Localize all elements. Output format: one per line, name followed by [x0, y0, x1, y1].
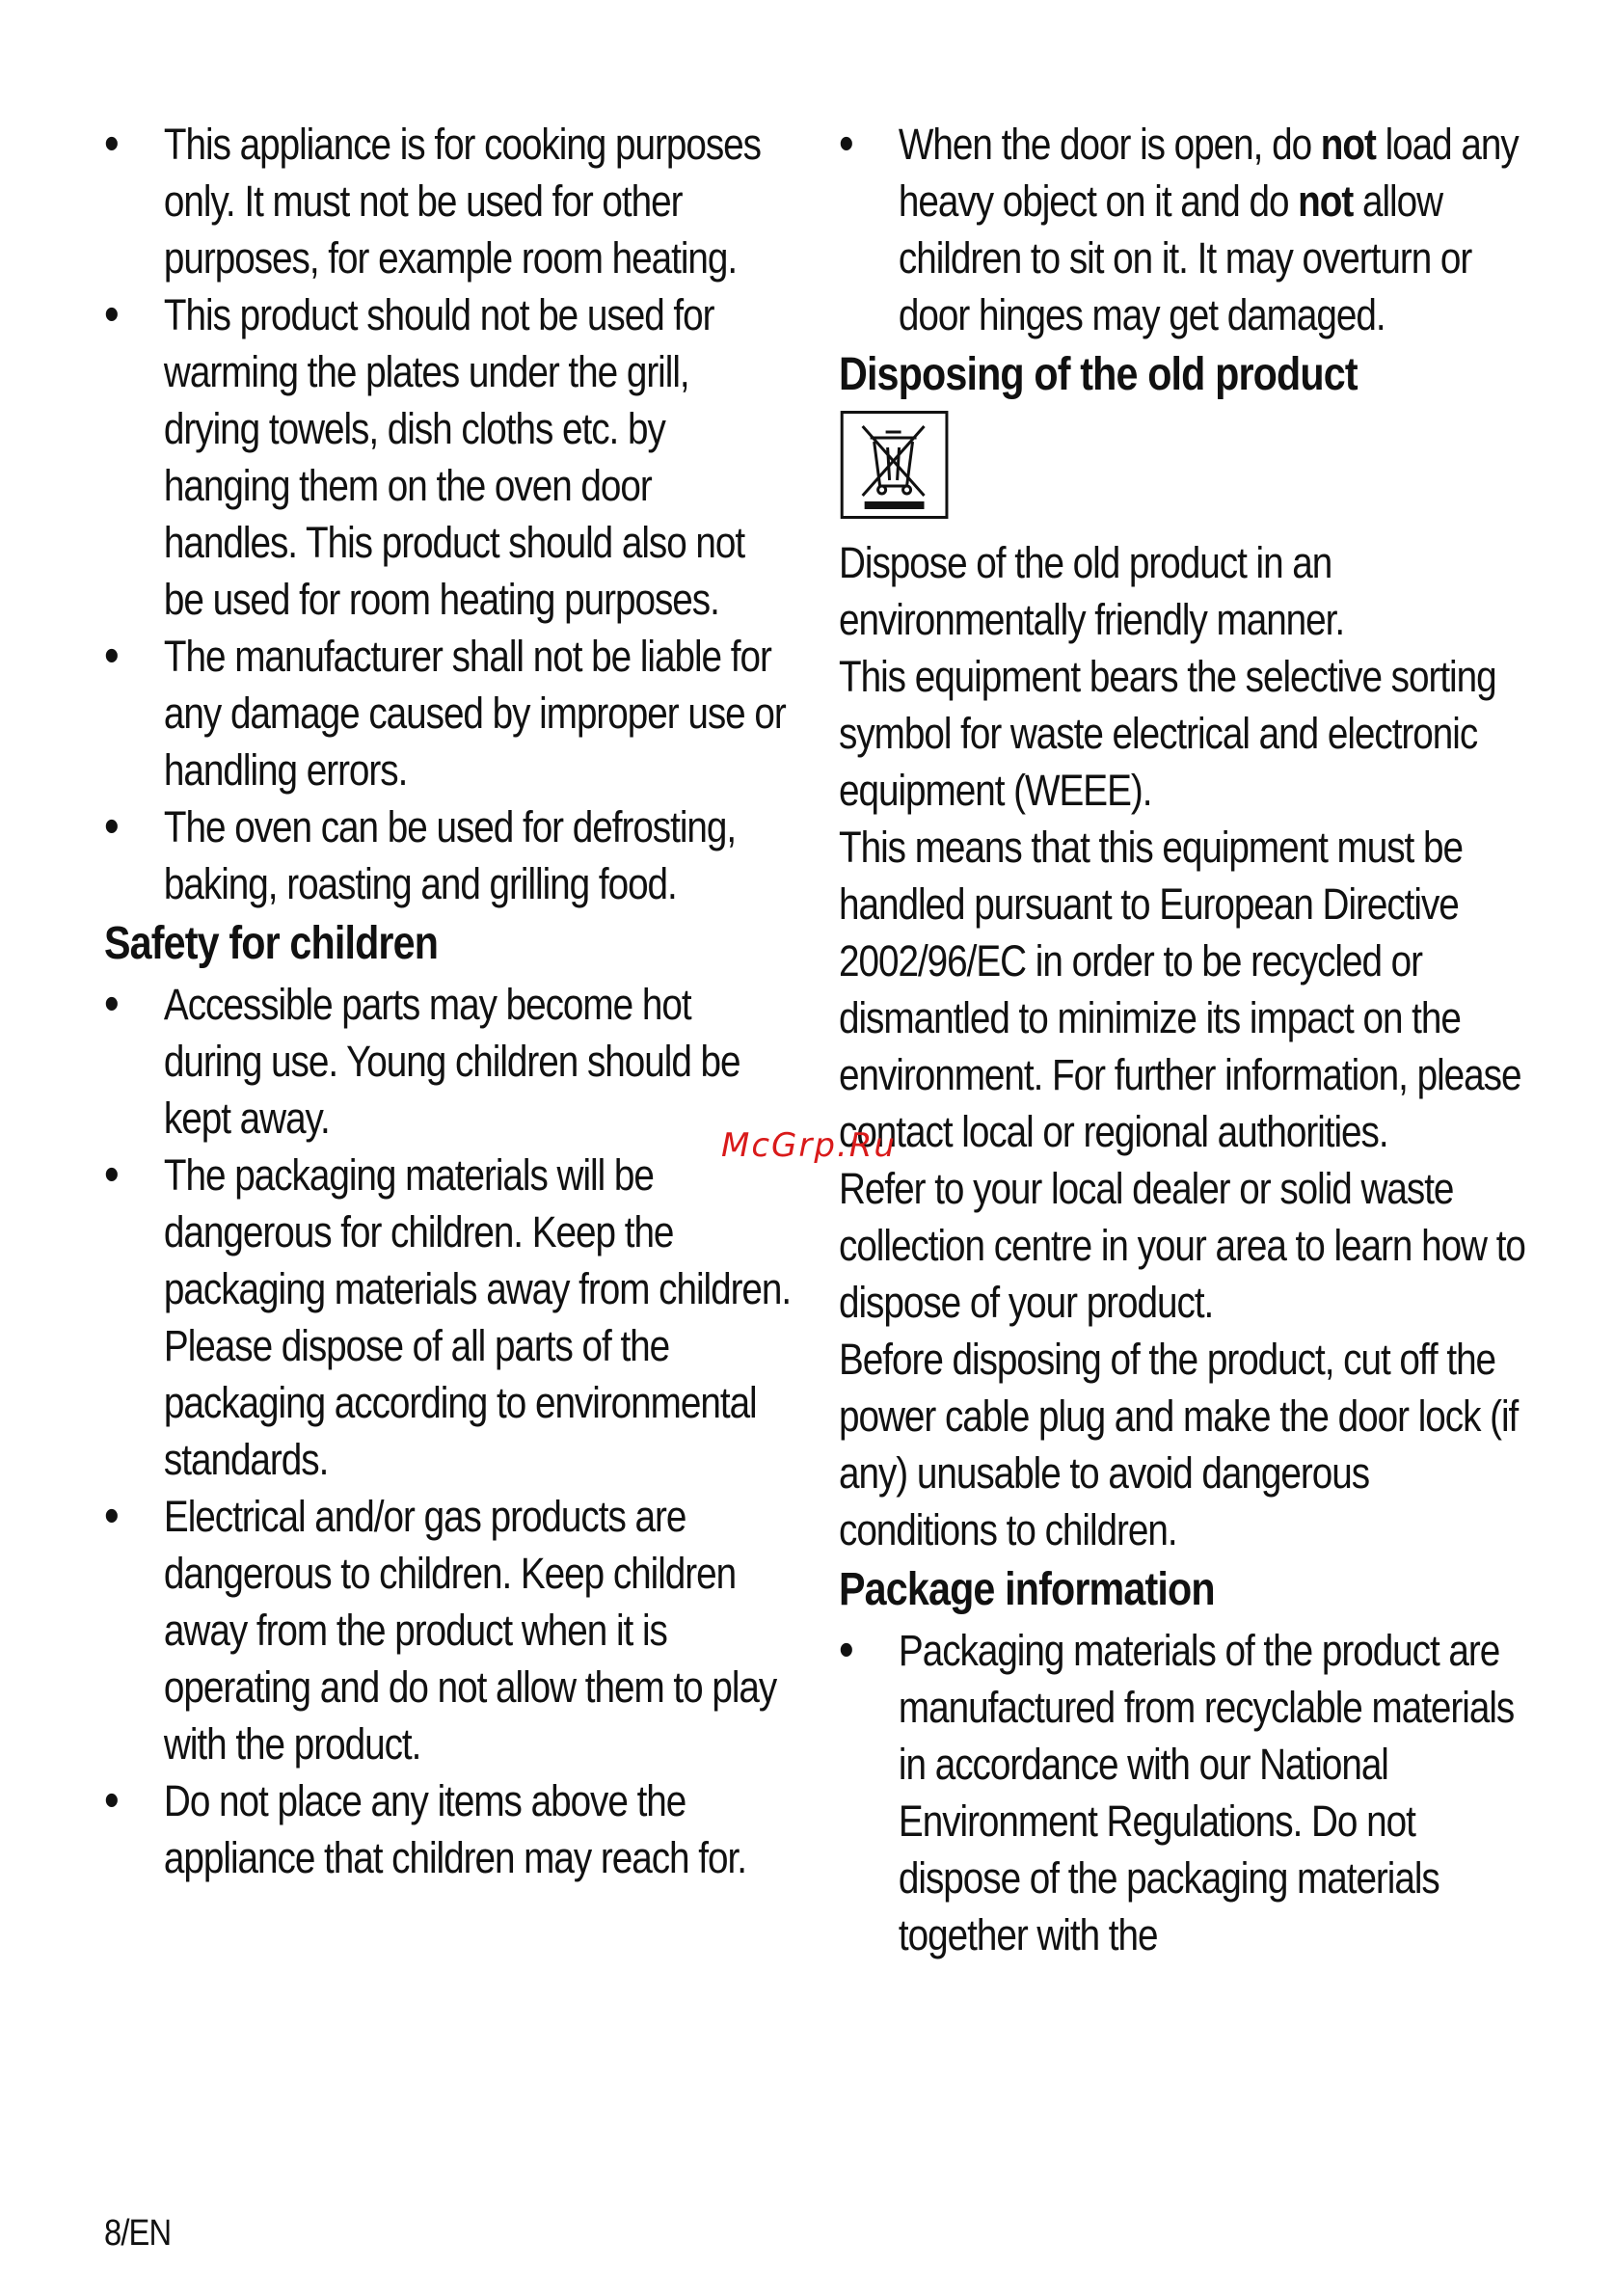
weee-bin-icon [841, 411, 949, 519]
list-item: • The oven can be used for defrosting, baking, roasting and grilling food. [104, 798, 793, 912]
list-item: • Electrical and/or gas products are dangerous to children. Keep children away from the product when it is operating and do not allow them to play with the product. [104, 1488, 793, 1772]
package-information-heading: Package information [839, 1564, 1215, 1615]
general-usage-list [104, 116, 793, 912]
disposing-paragraph: Refer to your local dealer or solid waste collection centre in your area to learn how to dispose of your product. [839, 1164, 1525, 1327]
disposing-paragraph: Before disposing of the product, cut off the power cable plug and make the door lock (if any) unusable to avoid dangerous conditions to children. [839, 1335, 1519, 1554]
door-text-bold2: not [1298, 176, 1354, 226]
door-text-part2: load any heavy object on it and do [898, 120, 1519, 226]
safety-for-children-heading: Safety for children [104, 918, 439, 969]
package-information-list [839, 1622, 1527, 1963]
door-text-part3: allow children to sit on it. It may overturn or door hinges may get damaged. [898, 176, 1472, 339]
disposing-paragraph: This means that this equipment must be handled pursuant to European Directive 2002/96/EC in order to be recycled or dismantled to minimize its impact on the environment. For further information, please contact local or regional authorities. [839, 823, 1521, 1156]
disposing-paragraph: Dispose of the old product in an environmentally friendly manner. [839, 538, 1345, 644]
list-item: • The packaging materials will be dangerous for children. Keep the packaging materials away from children. Please dispose of all parts of the packaging according to environmental standards. [104, 1147, 793, 1488]
watermark: McGrp.Ru [721, 1126, 897, 1165]
page-number: 8/EN [104, 2213, 172, 2254]
right-column [839, 116, 1533, 1963]
door-text-bold1: not [1320, 120, 1376, 169]
safety-for-children-list [104, 976, 793, 1886]
list-item: • The manufacturer shall not be liable for any damage caused by improper use or handling errors. [104, 628, 793, 798]
list-item: • This appliance is for cooking purposes only. It must not be used for other purposes, for example room heating. [104, 116, 793, 286]
list-item: • Accessible parts may become hot during use. Young children should be kept away. [104, 976, 793, 1147]
door-text-part1: When the door is open, do [898, 120, 1321, 169]
disposing-heading: Disposing of the old product [839, 349, 1358, 400]
list-item: • This product should not be used for warming the plates under the grill, drying towels, dish cloths etc. by hanging them on the oven door handles. This product should also not be used for room heating purposes. [104, 286, 793, 628]
list-item [839, 116, 1527, 343]
left-column [104, 116, 798, 1886]
door-safety-list [839, 116, 1527, 343]
disposing-paragraph: This equipment bears the selective sorting symbol for waste electrical and electronic equipment (WEEE). [839, 652, 1496, 815]
list-item: • Do not place any items above the appliance that children may reach for. [104, 1772, 793, 1886]
crossed-out-wheelie-bin-icon [851, 417, 938, 513]
list-item: • Packaging materials of the product are manufactured from recyclable materials in accordance with our National Environment Regulations. Do not dispose of the packaging materials together with the [839, 1622, 1527, 1963]
